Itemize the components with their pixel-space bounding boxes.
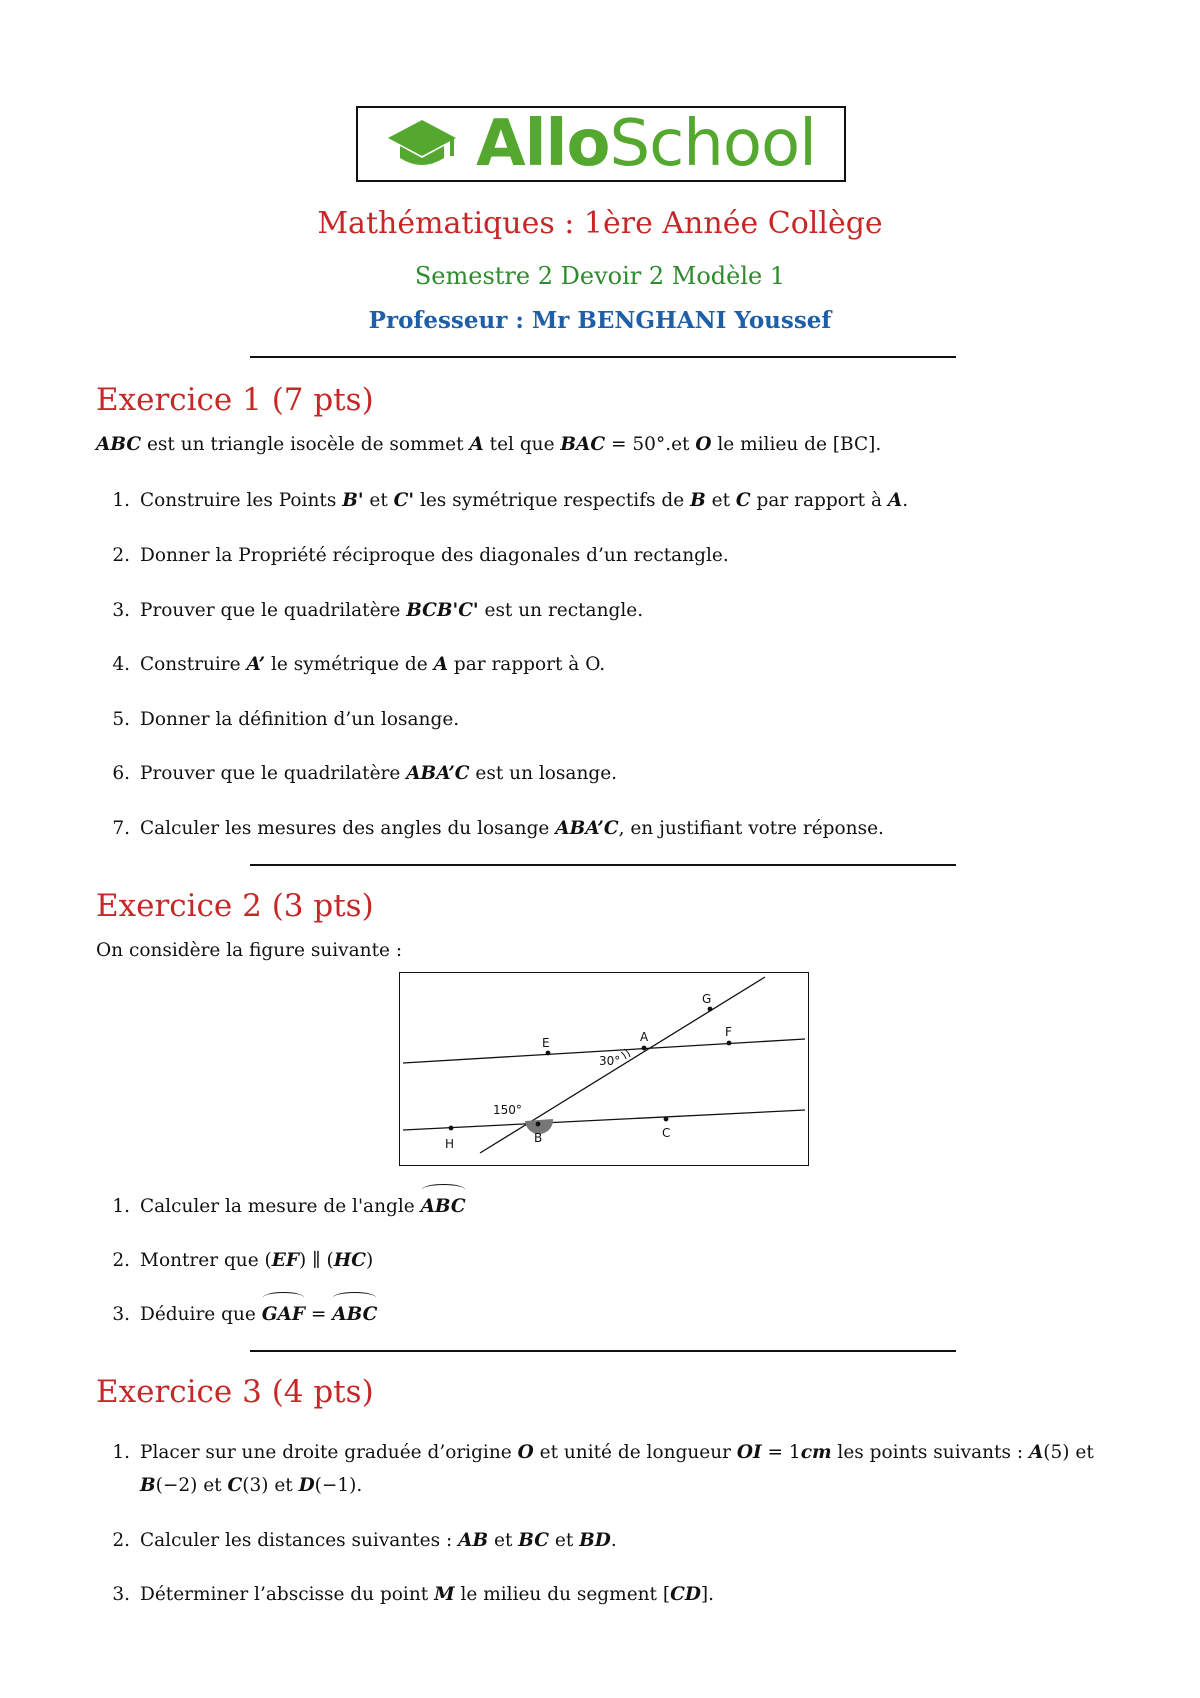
- teacher-name: Professeur : Mr BENGHANI Youssef: [368, 307, 832, 334]
- separator-1: [250, 356, 956, 358]
- label-f: F: [725, 1025, 732, 1039]
- alloschool-logo: [356, 106, 846, 182]
- separator-2: [250, 864, 956, 866]
- label-e: E: [542, 1036, 550, 1050]
- logo-text: AlloSchool: [476, 107, 816, 181]
- exercise-2-heading: Exercice 2 (3 pts): [96, 888, 374, 924]
- line-hc: [403, 1110, 805, 1130]
- document-title: Mathématiques : 1ère Année Collège: [317, 206, 883, 241]
- label-c: C: [662, 1126, 671, 1140]
- graduation-cap-icon: [386, 116, 458, 172]
- label-30deg: 30°: [599, 1054, 621, 1068]
- label-150deg: 150°: [493, 1103, 522, 1117]
- exercise-2-intro: On considère la figure suivante :: [96, 940, 403, 961]
- exercise-1-heading: Exercice 1 (7 pts): [96, 382, 374, 418]
- label-h: H: [445, 1137, 455, 1151]
- document-subtitle: Semestre 2 Devoir 2 Modèle 1: [414, 262, 786, 290]
- exercise-3-heading: Exercice 3 (4 pts): [96, 1374, 374, 1410]
- label-a: A: [640, 1030, 649, 1044]
- exercise-1-intro: ABC est un triangle isocèle de sommet A tel que BAC = 50°.et O le milieu de [BC].: [96, 434, 882, 455]
- geometry-figure: [399, 972, 809, 1166]
- label-g: G: [702, 992, 712, 1006]
- line-gb: [480, 977, 765, 1153]
- separator-3: [250, 1350, 956, 1352]
- label-b: B: [534, 1131, 543, 1145]
